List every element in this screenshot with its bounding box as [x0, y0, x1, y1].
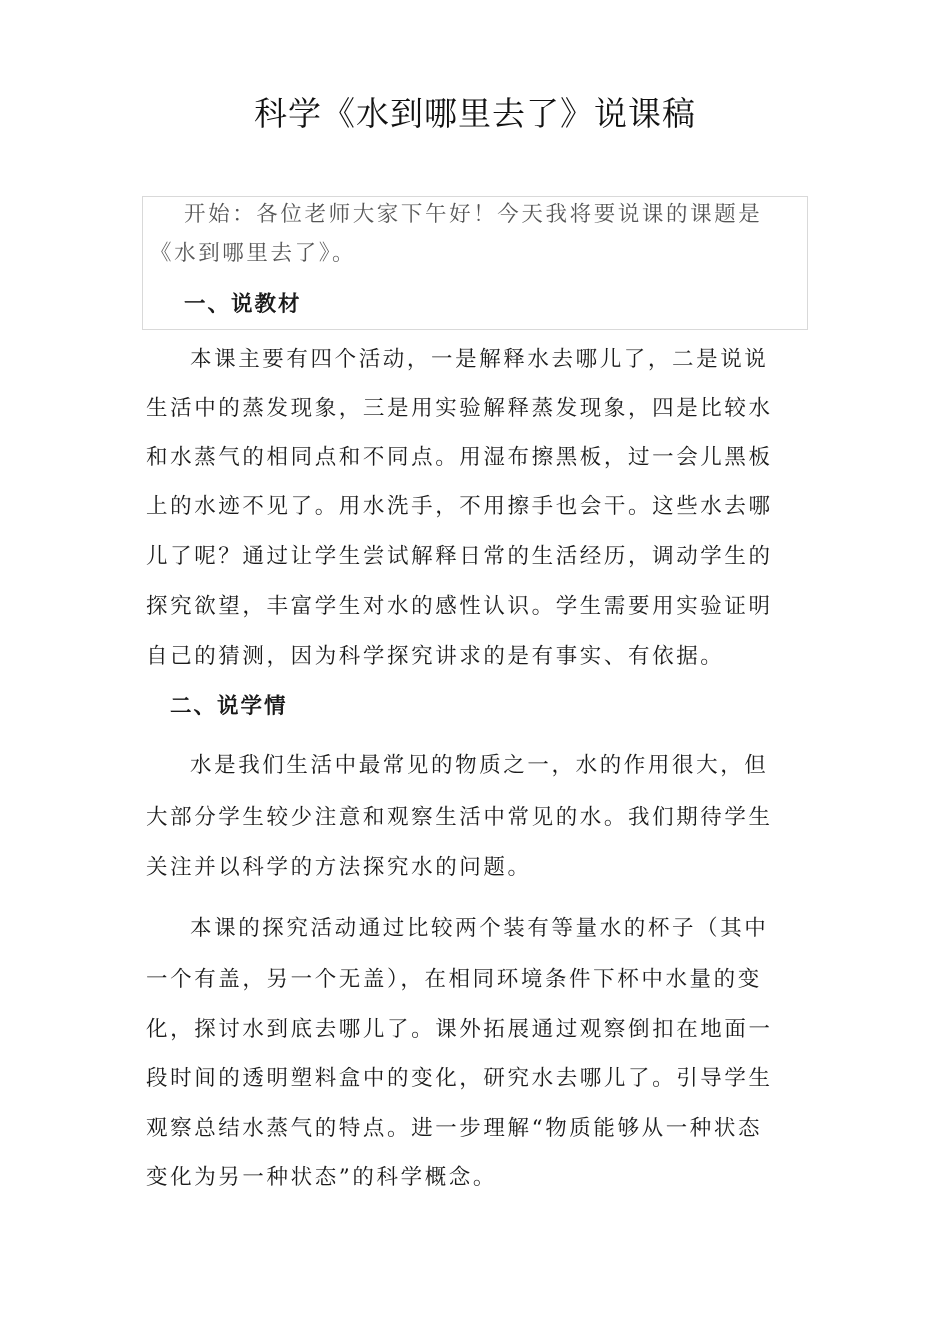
textbook-line-6: 探究欲望，丰富学生对水的感性认识。学生需要用实验证明 — [146, 594, 773, 619]
students-p2-line-1: 本课的探究活动通过比较两个装有等量水的杯子（其中 — [190, 916, 769, 941]
textbook-line-5: 儿了呢？通过让学生尝试解释日常的生活经历，调动学生的 — [146, 544, 773, 569]
students-p2-line-2: 一个有盖，另一个无盖），在相同环境条件下杯中水量的变 — [146, 967, 762, 992]
textbook-line-1: 本课主要有四个活动，一是解释水去哪儿了，二是说说 — [190, 347, 769, 372]
intro-line-1: 开始：各位老师大家下午好！今天我将要说课的课题是 — [184, 202, 763, 227]
textbook-line-7: 自己的猜测，因为科学探究讲求的是有事实、有依据。 — [146, 644, 725, 669]
students-p1-line-1: 水是我们生活中最常见的物质之一，水的作用很大，但 — [190, 753, 769, 778]
section-heading-textbook: 一、说教材 — [184, 292, 302, 317]
students-p1-line-2: 大部分学生较少注意和观察生活中常见的水。我们期待学生 — [146, 805, 773, 830]
students-p2-line-3: 化，探讨水到底去哪儿了。课外拓展通过观察倒扣在地面一 — [146, 1017, 773, 1042]
students-p2-line-6: 变化为另一种状态”的科学概念。 — [146, 1165, 497, 1190]
students-p2-line-4: 段时间的透明塑料盒中的变化，研究水去哪儿了。引导学生 — [146, 1066, 773, 1091]
textbook-line-2: 生活中的蒸发现象，三是用实验解释蒸发现象，四是比较水 — [146, 396, 773, 421]
students-p2-line-5: 观察总结水蒸气的特点。进一步理解“物质能够从一种状态 — [146, 1116, 763, 1141]
intro-line-2: 《水到哪里去了》。 — [150, 241, 357, 266]
textbook-line-3: 和水蒸气的相同点和不同点。用湿布擦黑板，过一会儿黑板 — [146, 445, 773, 470]
page-title: 科学《水到哪里去了》说课稿 — [254, 94, 696, 133]
section-heading-students: 二、说学情 — [170, 694, 288, 719]
students-p1-line-3: 关注并以科学的方法探究水的问题。 — [146, 855, 532, 880]
textbook-line-4: 上的水迹不见了。用水洗手，不用擦手也会干。这些水去哪 — [146, 494, 773, 519]
